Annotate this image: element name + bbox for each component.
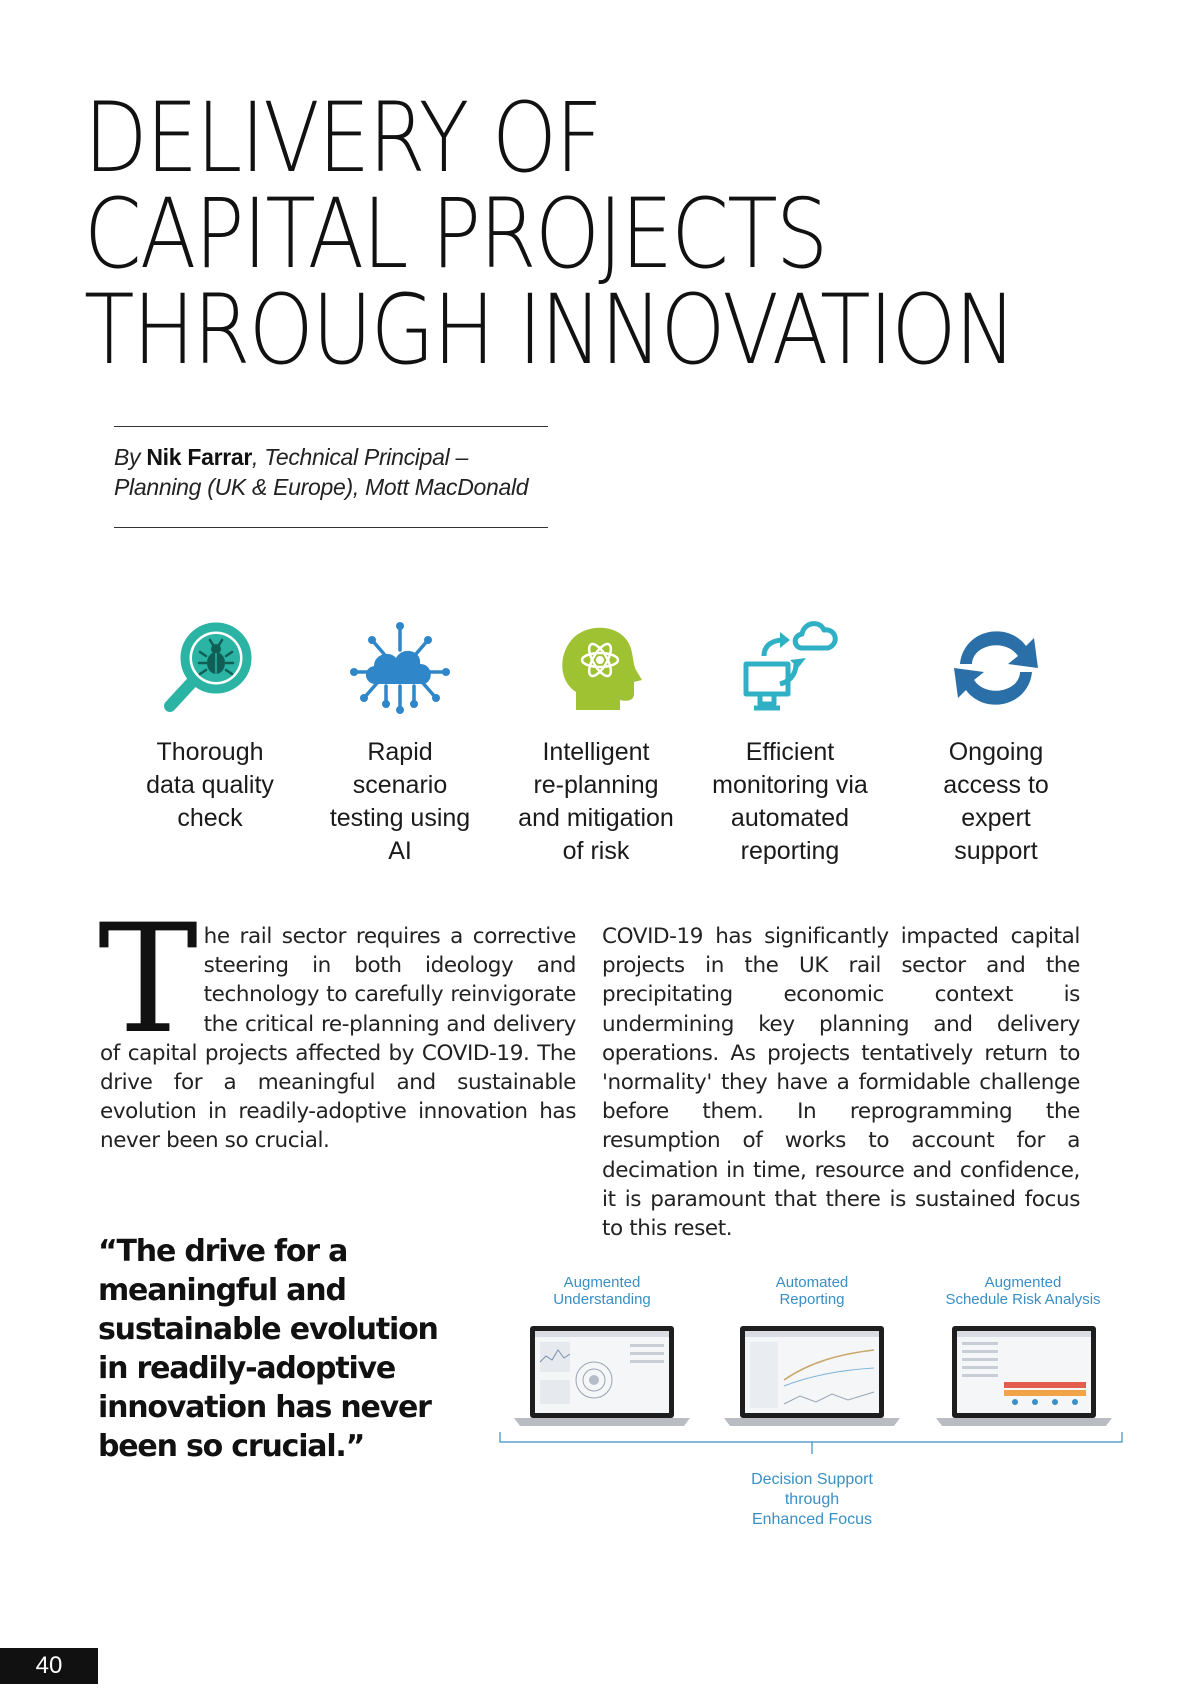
author-organisation: Planning (UK & Europe), Mott MacDonald [114,474,529,500]
title-line: CAPITAL PROJECTS [84,178,827,290]
feature-label: Intelligent re-planning and mitigation of risk [518,738,674,865]
feature-label: Ongoing access to expert support [943,738,1049,865]
summary-label: through [784,1491,840,1508]
pull-quote: “The drive for a meaningful and sustainable evolution in readily-adoptive innovation has never been so crucial.” [98,1234,438,1464]
refresh-arrows-icon [946,618,1046,718]
title-line: THROUGH INNOVATION [84,274,1015,386]
feature-replanning [506,618,686,868]
laptop-screen-risk-analysis [936,1326,1112,1426]
summary-label: Enhanced Focus [751,1511,873,1528]
cloud-network-icon [348,618,452,718]
summary-label: Decision Support [751,1471,873,1488]
feature-label: Rapid scenario testing using AI [329,738,471,865]
laptop-screen-reporting [724,1326,900,1426]
byline-top-rule [114,426,548,427]
body-column-right [602,922,1080,1243]
monitor-cloud-sync-icon [740,618,840,718]
body-text-right: COVID-19 has significantly impacted capital projects in the UK rail sector and the precipitating economic context is undermining key planning and delivery operations. As projects tentatively return to 'normality' they have a formidable challenge before them. In reprogramming the resumption of works to account for a decimation in time, resource and confidence, it is paramount that there is sustained focus to this reset. [602,924,1080,1242]
article-title [84,82,1015,386]
byline-prefix: By [114,444,141,470]
author-role: , Technical Principal – [252,444,468,470]
page-number: 40 [0,1648,98,1684]
laptop-label: Augmented [563,1274,641,1291]
byline [114,442,554,502]
grouping-bracket [500,1432,1122,1454]
feature-monitoring [700,618,880,868]
laptop-screen-understanding [514,1326,690,1426]
feature-label: Thorough data quality check [146,738,274,832]
feature-scenario-testing [310,618,490,868]
title-line: DELIVERY OF [84,82,602,194]
feature-expert-support [906,618,1086,868]
body-text-left: he rail sector requires a corrective steering in both ideology and technology to carefully reinvigorate the critical re-planning and delivery of capital projects affected by COVID-19. The drive for a meaningful and sustainable evolution in readily-adoptive innovation has never been so crucial. [100,924,576,1154]
head-atom-icon [546,618,646,718]
magnifier-bug-icon [160,618,260,718]
laptop-label: Reporting [779,1291,845,1308]
feature-icons-row [120,618,1080,868]
author-name: Nik Farrar [146,444,253,470]
body-column-left [98,893,576,1156]
laptop-label: Automated [775,1274,849,1291]
laptop-label: Understanding [553,1291,651,1308]
byline-bottom-rule [114,527,548,528]
feature-data-quality [120,618,300,835]
decision-support-diagram [490,1270,1130,1550]
laptop-label: Augmented [984,1274,1062,1291]
drop-cap: T [98,893,198,1067]
feature-label: Efficient monitoring via automated reporting [712,738,868,865]
laptop-label: Schedule Risk Analysis [945,1291,1101,1308]
